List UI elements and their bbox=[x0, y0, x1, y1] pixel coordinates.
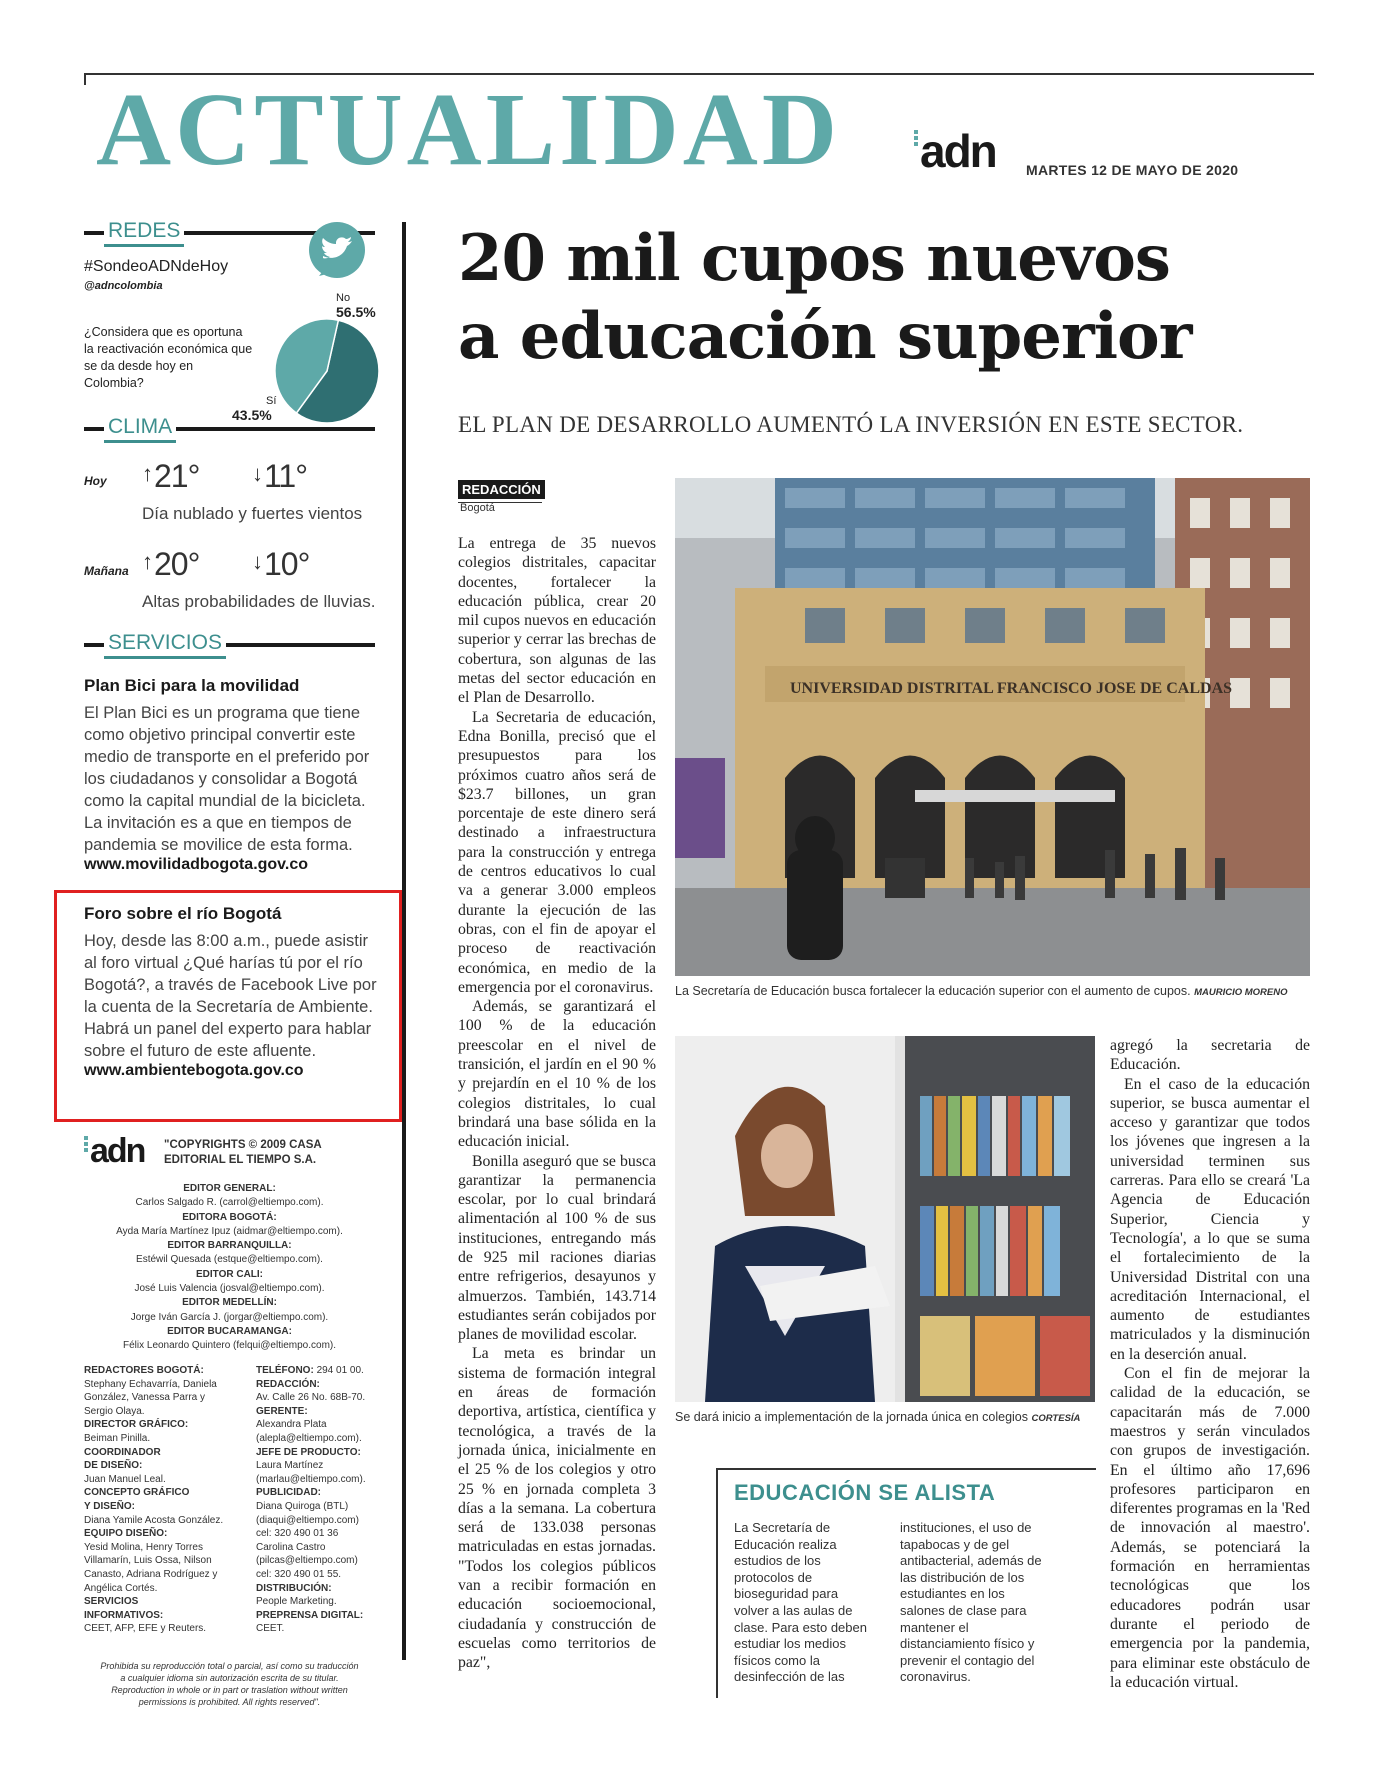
caption-text: Se dará inicio a implementación de la jornada única en colegios bbox=[675, 1410, 1028, 1424]
staff-role-value: 294 01 00. bbox=[316, 1365, 364, 1376]
staff-role-label: DIRECTOR GRÁFICO: bbox=[84, 1419, 189, 1431]
staff-role-label: COORDINADOR bbox=[84, 1446, 161, 1458]
weather-tomorrow-min-value: 10° bbox=[264, 546, 310, 582]
staff-role: EDITOR MEDELLÍN: bbox=[182, 1297, 277, 1309]
legal-line: a cualquier idioma sin autorización escrita de su titular. bbox=[120, 1673, 339, 1683]
staff-role bbox=[84, 1418, 256, 1432]
sidebox-line: volver a las aulas de bbox=[734, 1602, 853, 1618]
staff-role bbox=[256, 1446, 392, 1460]
staff-line: (diaqui@eltiempo.com) bbox=[256, 1514, 359, 1526]
staff-line: Canasto, Adriana Rodríguez y bbox=[84, 1568, 218, 1580]
staff-line: Yesid Molina, Henry Torres bbox=[84, 1541, 203, 1553]
service-line: como la capital mundial de la bicicleta. bbox=[84, 792, 366, 810]
staff-role bbox=[84, 1609, 256, 1623]
article-paragraph: La entrega de 35 nuevos colegios distritales, capacitar docentes, fortalecer la educación pública, crear 20 mil cupos nuevos en educación superior y cerrar las brechas de cobertura, son algunas de las metas del sector educación en el Plan de Desarrollo. bbox=[458, 535, 656, 707]
weather-today-min-value: 11° bbox=[264, 458, 308, 494]
weather-today-desc: Día nublado y fuertes vientos bbox=[142, 504, 363, 523]
weather-today-min bbox=[252, 458, 307, 495]
staff-role bbox=[256, 1486, 392, 1500]
service-body bbox=[84, 930, 384, 1062]
staff-line: Diana Yamile Acosta González. bbox=[84, 1514, 224, 1526]
service-line: Habrá un panel del experto para hablar bbox=[84, 1020, 372, 1038]
redes-label: REDES bbox=[104, 218, 184, 247]
weather-tomorrow-max-value: 20° bbox=[154, 546, 200, 582]
sidebox-line: físicos como la bbox=[734, 1652, 820, 1668]
staff-role bbox=[256, 1378, 392, 1392]
sidebox-column-b bbox=[900, 1520, 1080, 1686]
service-link[interactable]: www.ambientebogota.gov.co bbox=[84, 1062, 304, 1079]
staff-line: Juan Manuel Leal. bbox=[84, 1473, 166, 1485]
servicios-label: SERVICIOS bbox=[104, 630, 226, 659]
service-line: Hoy, desde las 8:00 a.m., puede asistir bbox=[84, 932, 369, 950]
service-line: sobre el futuro de este afluente. bbox=[84, 1042, 317, 1060]
weather-today-max bbox=[142, 458, 199, 495]
service-title: Foro sobre el río Bogotá bbox=[84, 904, 282, 923]
sidebox-top-rule bbox=[716, 1468, 1096, 1470]
article-column-1 bbox=[458, 534, 656, 1673]
staff-role bbox=[84, 1527, 256, 1541]
staff-line: González, Vanessa Parra y bbox=[84, 1392, 205, 1404]
staff-role bbox=[256, 1405, 392, 1419]
sidebox-line: desinfección de las bbox=[734, 1669, 845, 1685]
staff-line: cel: 320 490 01 36 bbox=[256, 1528, 339, 1540]
pie-value-si: 43.5% bbox=[232, 407, 272, 423]
article-paragraph: En el caso de la educación superior, se busca aumentar el acceso y garantizar que todos los jóvenes que ingresen a la universidad terminen sus carreras. Para ello se creará 'La Agencia de Educación Superior, Ciencia y Tecnología', a lo que se suma el fortalecimiento de la Universidad Distrital con una acreditación Internacional, el aumento de estudiantes matriculados y la disminución en la deserción anual. bbox=[1110, 1075, 1310, 1363]
weather-tomorrow-max bbox=[142, 546, 199, 583]
clima-label: CLIMA bbox=[104, 414, 176, 443]
servicios-header bbox=[84, 632, 375, 658]
staff-line: Sergio Olaya. bbox=[84, 1405, 145, 1417]
weather-tomorrow-desc: Altas probabilidades de lluvias. bbox=[142, 592, 376, 611]
service-line: Bogotá?, a través de Facebook Live por bbox=[84, 976, 377, 994]
staff-right-column bbox=[256, 1364, 392, 1636]
article-column-3 bbox=[1110, 1036, 1310, 1692]
sidebox-line: tapabocas y de gel bbox=[900, 1536, 1010, 1552]
pie-label-no: No bbox=[336, 292, 351, 304]
caption-text: La Secretaría de Educación busca fortalecer la educación superior con el aumento de cupos. bbox=[675, 984, 1191, 998]
poll-question: ¿Considera que es oportuna la reactivación económica que se da desde hoy en Colombia? bbox=[84, 325, 253, 390]
staff-role-label: INFORMATIVOS: bbox=[84, 1609, 164, 1621]
sidebox-line: instituciones, el uso de bbox=[900, 1520, 1032, 1535]
staff-role bbox=[256, 1609, 392, 1623]
sidebox-line: Educación realiza bbox=[734, 1536, 837, 1552]
staff-line: Beiman Pinilla. bbox=[84, 1432, 151, 1444]
photo-credit: MAURICIO MORENO bbox=[1194, 987, 1288, 998]
article-paragraph: agregó la secretaria de Educación. bbox=[1110, 1037, 1310, 1074]
article-paragraph: Además, se garantizará el 100 % de la educación preescolar en el nivel de transición, el jardín en el 90 % y prejardín en el 10 % de los colegios distritales, lo cual brindará una base sólida en la educación inicial. bbox=[458, 998, 656, 1151]
university-building-photo bbox=[675, 478, 1310, 976]
service-line: al foro virtual ¿Qué harías tú por el río bbox=[84, 954, 363, 972]
sidebox-line: antibacterial, además de bbox=[900, 1553, 1042, 1569]
sidebox-line: estudiar los medios bbox=[734, 1636, 846, 1652]
service-line: la cuenta de la Secretaría de Ambiente. bbox=[84, 998, 373, 1016]
staff-role bbox=[256, 1582, 392, 1596]
service-body bbox=[84, 702, 384, 856]
service-line: los ciudadanos y consolidar a Bogotá bbox=[84, 770, 358, 788]
staff-role-label: DISTRIBUCIÓN: bbox=[256, 1582, 332, 1594]
service-line: La invitación es a que en tiempos de bbox=[84, 814, 352, 832]
staff-role-label: EQUIPO DISEÑO: bbox=[84, 1528, 168, 1540]
article-paragraph: La Secretaria de educación, Edna Bonilla, precisó que el presupuestos para los próximos cuatro años será de $23.7 billones, un gran porcentaje de este dinero será destinado a infraestructura para la construcción y entrega de centros educativos lo cual va a generar 3.000 empleos durante la ejecución de las obras, con el fin de apoyar el proceso de reactivación económica, en medio de la emergencia por el coronavirus. bbox=[458, 708, 656, 996]
staff-line: Villamarín, Luis Ossa, Nilson bbox=[84, 1555, 212, 1567]
staff-role-label: SERVICIOS bbox=[84, 1596, 139, 1608]
weather-today-max-value: 21° bbox=[154, 458, 200, 494]
staff-line: Av. Calle 26 No. 68B-70. bbox=[256, 1392, 366, 1404]
headline bbox=[458, 220, 1191, 376]
weather-tomorrow-label: Mañana bbox=[84, 564, 129, 578]
staff-role-label: PREPRENSA DIGITAL: bbox=[256, 1609, 364, 1621]
service-line: El Plan Bici es un programa que tiene bbox=[84, 704, 361, 722]
staff-name: Jorge Iván García J. (jorgar@eltiempo.com). bbox=[130, 1311, 329, 1323]
legal-line: Reproduction in whole or in part or traslation without written bbox=[111, 1685, 348, 1695]
staff-line: Stephany Echavarría, Daniela bbox=[84, 1378, 217, 1390]
adn-logo-small bbox=[84, 1134, 144, 1168]
issue-date: MARTES 12 DE MAYO DE 2020 bbox=[1026, 162, 1239, 178]
top-rule-tick bbox=[84, 73, 86, 85]
adn-logo-text: adn bbox=[920, 125, 996, 177]
staff-name: Carlos Salgado R. (carrol@eltiempo.com). bbox=[135, 1197, 324, 1209]
staff-line: Carolina Castro bbox=[256, 1541, 326, 1553]
copyright-line: EDITORIAL EL TIEMPO S.A. bbox=[164, 1154, 317, 1166]
staff-role-label: GERENTE: bbox=[256, 1405, 308, 1417]
article-paragraph: Con el fin de mejorar la calidad de la educación, se capacitarán más de 7.000 maestros y serán vinculados con grupos de investigación. En el último año 17,696 profesores participaron en diferentes programas en la 'Red de innovación al maestro'. Además, se potenciará la formación en herramientas tecnológicas que los educadores podrán usar durante el periodo de emergencia por la pandemia, para eliminar este obstáculo de la educación virtual. bbox=[1110, 1365, 1310, 1691]
staff-role-label: REDACCIÓN: bbox=[256, 1378, 320, 1390]
staff-editors bbox=[84, 1182, 375, 1354]
weather-tomorrow-min bbox=[252, 546, 309, 583]
sidebox-line: clase. Para esto deben bbox=[734, 1619, 867, 1635]
staff-name: Ayda María Martínez Ipuz (aidmar@eltiempo.com). bbox=[116, 1225, 343, 1237]
legal-line: Prohibida su reproducción total o parcial, así como su traducción bbox=[100, 1661, 359, 1671]
photo-caption bbox=[675, 1410, 1080, 1424]
staff-role-label: CONCEPTO GRÁFICO bbox=[84, 1487, 190, 1499]
sidebox-line: coronavirus. bbox=[900, 1669, 971, 1685]
sidebox-line: mantener el bbox=[900, 1619, 969, 1635]
sidebox-line: bioseguridad para bbox=[734, 1586, 839, 1602]
weather-today-label: Hoy bbox=[84, 474, 107, 488]
university-sign: UNIVERSIDAD DISTRITAL FRANCISCO JOSE DE CALDAS bbox=[790, 680, 1233, 697]
staff-name: José Luis Valencia (josval@eltiempo.com). bbox=[134, 1283, 325, 1295]
staff-role-label: TELÉFONO: bbox=[256, 1365, 314, 1376]
adn-logo bbox=[914, 125, 996, 177]
student-library-photo bbox=[675, 1036, 1095, 1402]
staff-role bbox=[84, 1459, 256, 1473]
sidebox-line: distanciamiento físico y bbox=[900, 1636, 1035, 1652]
clima-header bbox=[84, 416, 375, 442]
sidebox-line: protocolos de bbox=[734, 1569, 813, 1585]
sidebox-line: salones de clase para bbox=[900, 1602, 1027, 1618]
staff-line: People Marketing. bbox=[256, 1596, 337, 1608]
pie-label-si: Sí bbox=[266, 395, 277, 407]
copyright-line: "COPYRIGHTS © 2009 CASA bbox=[164, 1139, 322, 1151]
staff-role: EDITOR BUCARAMANGA: bbox=[167, 1325, 292, 1337]
staff-line: (pilcas@eltiempo.com) bbox=[256, 1555, 358, 1567]
staff-role-label: PUBLICIDAD: bbox=[256, 1487, 321, 1499]
staff-line: CEET, AFP, EFE y Reuters. bbox=[84, 1623, 207, 1635]
staff-role bbox=[84, 1500, 256, 1514]
arrow-up-icon: ↑ bbox=[142, 549, 152, 574]
photo-caption bbox=[675, 984, 1288, 998]
staff-role-label: JEFE DE PRODUCTO: bbox=[256, 1446, 361, 1458]
legal-line: permissions is prohibited. All rights reserved". bbox=[138, 1697, 321, 1707]
headline-line: 20 mil cupos nuevos bbox=[458, 221, 1170, 296]
service-line: pandemia se movilice de esta forma. bbox=[84, 836, 353, 854]
staff-line: cel: 320 490 01 55. bbox=[256, 1568, 342, 1580]
section-title: ACTUALIDAD bbox=[96, 72, 841, 187]
staff-line: Alexandra Plata bbox=[256, 1419, 327, 1431]
adn-logo-small-text: adn bbox=[90, 1132, 145, 1170]
sidebox-line: La Secretaría de bbox=[734, 1520, 831, 1535]
copyright bbox=[164, 1138, 322, 1168]
service-line: como objetivo principal convertir este bbox=[84, 726, 356, 744]
staff-left-column bbox=[84, 1364, 256, 1636]
twitter-bird-icon bbox=[305, 220, 369, 284]
byline: REDACCIÓN bbox=[458, 480, 545, 499]
sidebox-column-a bbox=[734, 1520, 894, 1686]
service-link[interactable]: www.movilidadbogota.gov.co bbox=[84, 856, 309, 873]
article-paragraph: La meta es brindar un sistema de formación integral en áreas de formación deportiva, artística, científica y tecnológica, a través de la jornada única, inicialmente en el 25 % de los colegios y otro 25 % en jornada completa 3 días a la semana. La cobertura será de 133.038 personas matriculadas en estas jornadas. "Todos los colegios públicos van a recibir formación en educación socioemocional, ciudadanía y construcción de escuelas como territorios de paz", bbox=[458, 1345, 656, 1672]
staff-name: Félix Leonardo Quintero (felqui@eltiempo.com). bbox=[122, 1340, 337, 1352]
staff-name: Estéwil Quesada (estque@eltiempo.com). bbox=[136, 1254, 323, 1266]
staff-role bbox=[84, 1595, 256, 1609]
staff-role bbox=[84, 1446, 256, 1460]
staff-line: Angélica Cortés. bbox=[84, 1582, 158, 1594]
staff-line: Laura Martínez bbox=[256, 1460, 324, 1472]
sidebox-left-rule bbox=[716, 1468, 718, 1698]
service-line: medio de transporte en el preferido por bbox=[84, 748, 370, 766]
staff-role: EDITORA BOGOTÁ: bbox=[182, 1211, 277, 1223]
sidebox-title: EDUCACIÓN SE ALISTA bbox=[734, 1480, 996, 1505]
arrow-up-icon: ↑ bbox=[142, 461, 152, 486]
photo-credit: CORTESÍA bbox=[1031, 1413, 1081, 1424]
staff-role: EDITOR BARRANQUILLA: bbox=[167, 1240, 292, 1252]
staff-line: CEET. bbox=[256, 1623, 285, 1635]
staff-line: (alepla@eltiempo.com). bbox=[256, 1432, 362, 1444]
sidebox-line: estudiantes en los bbox=[900, 1586, 1005, 1602]
subheadline: EL PLAN DE DESARROLLO AUMENTÓ LA INVERSIÓN EN ESTE SECTOR. bbox=[458, 412, 1244, 437]
staff-line: (marlau@eltiempo.com). bbox=[256, 1473, 366, 1485]
hashtag: #SondeoADNdeHoy bbox=[84, 258, 229, 275]
byline-city: Bogotá bbox=[460, 502, 495, 514]
staff-role-label: REDACTORES BOGOTÁ: bbox=[84, 1365, 204, 1376]
column-divider bbox=[402, 222, 406, 1660]
staff-role: EDITOR GENERAL: bbox=[183, 1183, 276, 1194]
sidebox-line: estudios de los bbox=[734, 1553, 821, 1569]
sidebox-line: las distribución de los bbox=[900, 1569, 1025, 1585]
twitter-handle: @adncolombia bbox=[84, 280, 163, 292]
pie-value-no: 56.5% bbox=[336, 304, 376, 320]
article-paragraph: Bonilla aseguró que se busca garantizar la permanencia escolar, por lo cual brindará alimentación al 100 % de sus instituciones, entregando más de 925 mil raciones diarias entre refrigerios, desayunos y almuerzos. También, 143.714 estudiantes serán cobijados por planes de movilidad escolar. bbox=[458, 1152, 656, 1344]
staff-role bbox=[84, 1486, 256, 1500]
arrow-down-icon: ↓ bbox=[252, 549, 262, 574]
headline-line: a educación superior bbox=[458, 299, 1192, 374]
staff-role-label: Y DISEÑO: bbox=[84, 1500, 135, 1512]
arrow-down-icon: ↓ bbox=[252, 461, 262, 486]
service-title: Plan Bici para la movilidad bbox=[84, 676, 300, 695]
sidebox-line: prevenir el contagio del bbox=[900, 1652, 1035, 1668]
staff-role bbox=[256, 1364, 392, 1378]
legal-notice bbox=[84, 1660, 375, 1708]
staff-role bbox=[84, 1364, 256, 1378]
staff-role-label: DE DISEÑO: bbox=[84, 1460, 143, 1472]
staff-role: EDITOR CALI: bbox=[195, 1268, 264, 1280]
staff-line: Diana Quiroga (BTL) bbox=[256, 1500, 349, 1512]
